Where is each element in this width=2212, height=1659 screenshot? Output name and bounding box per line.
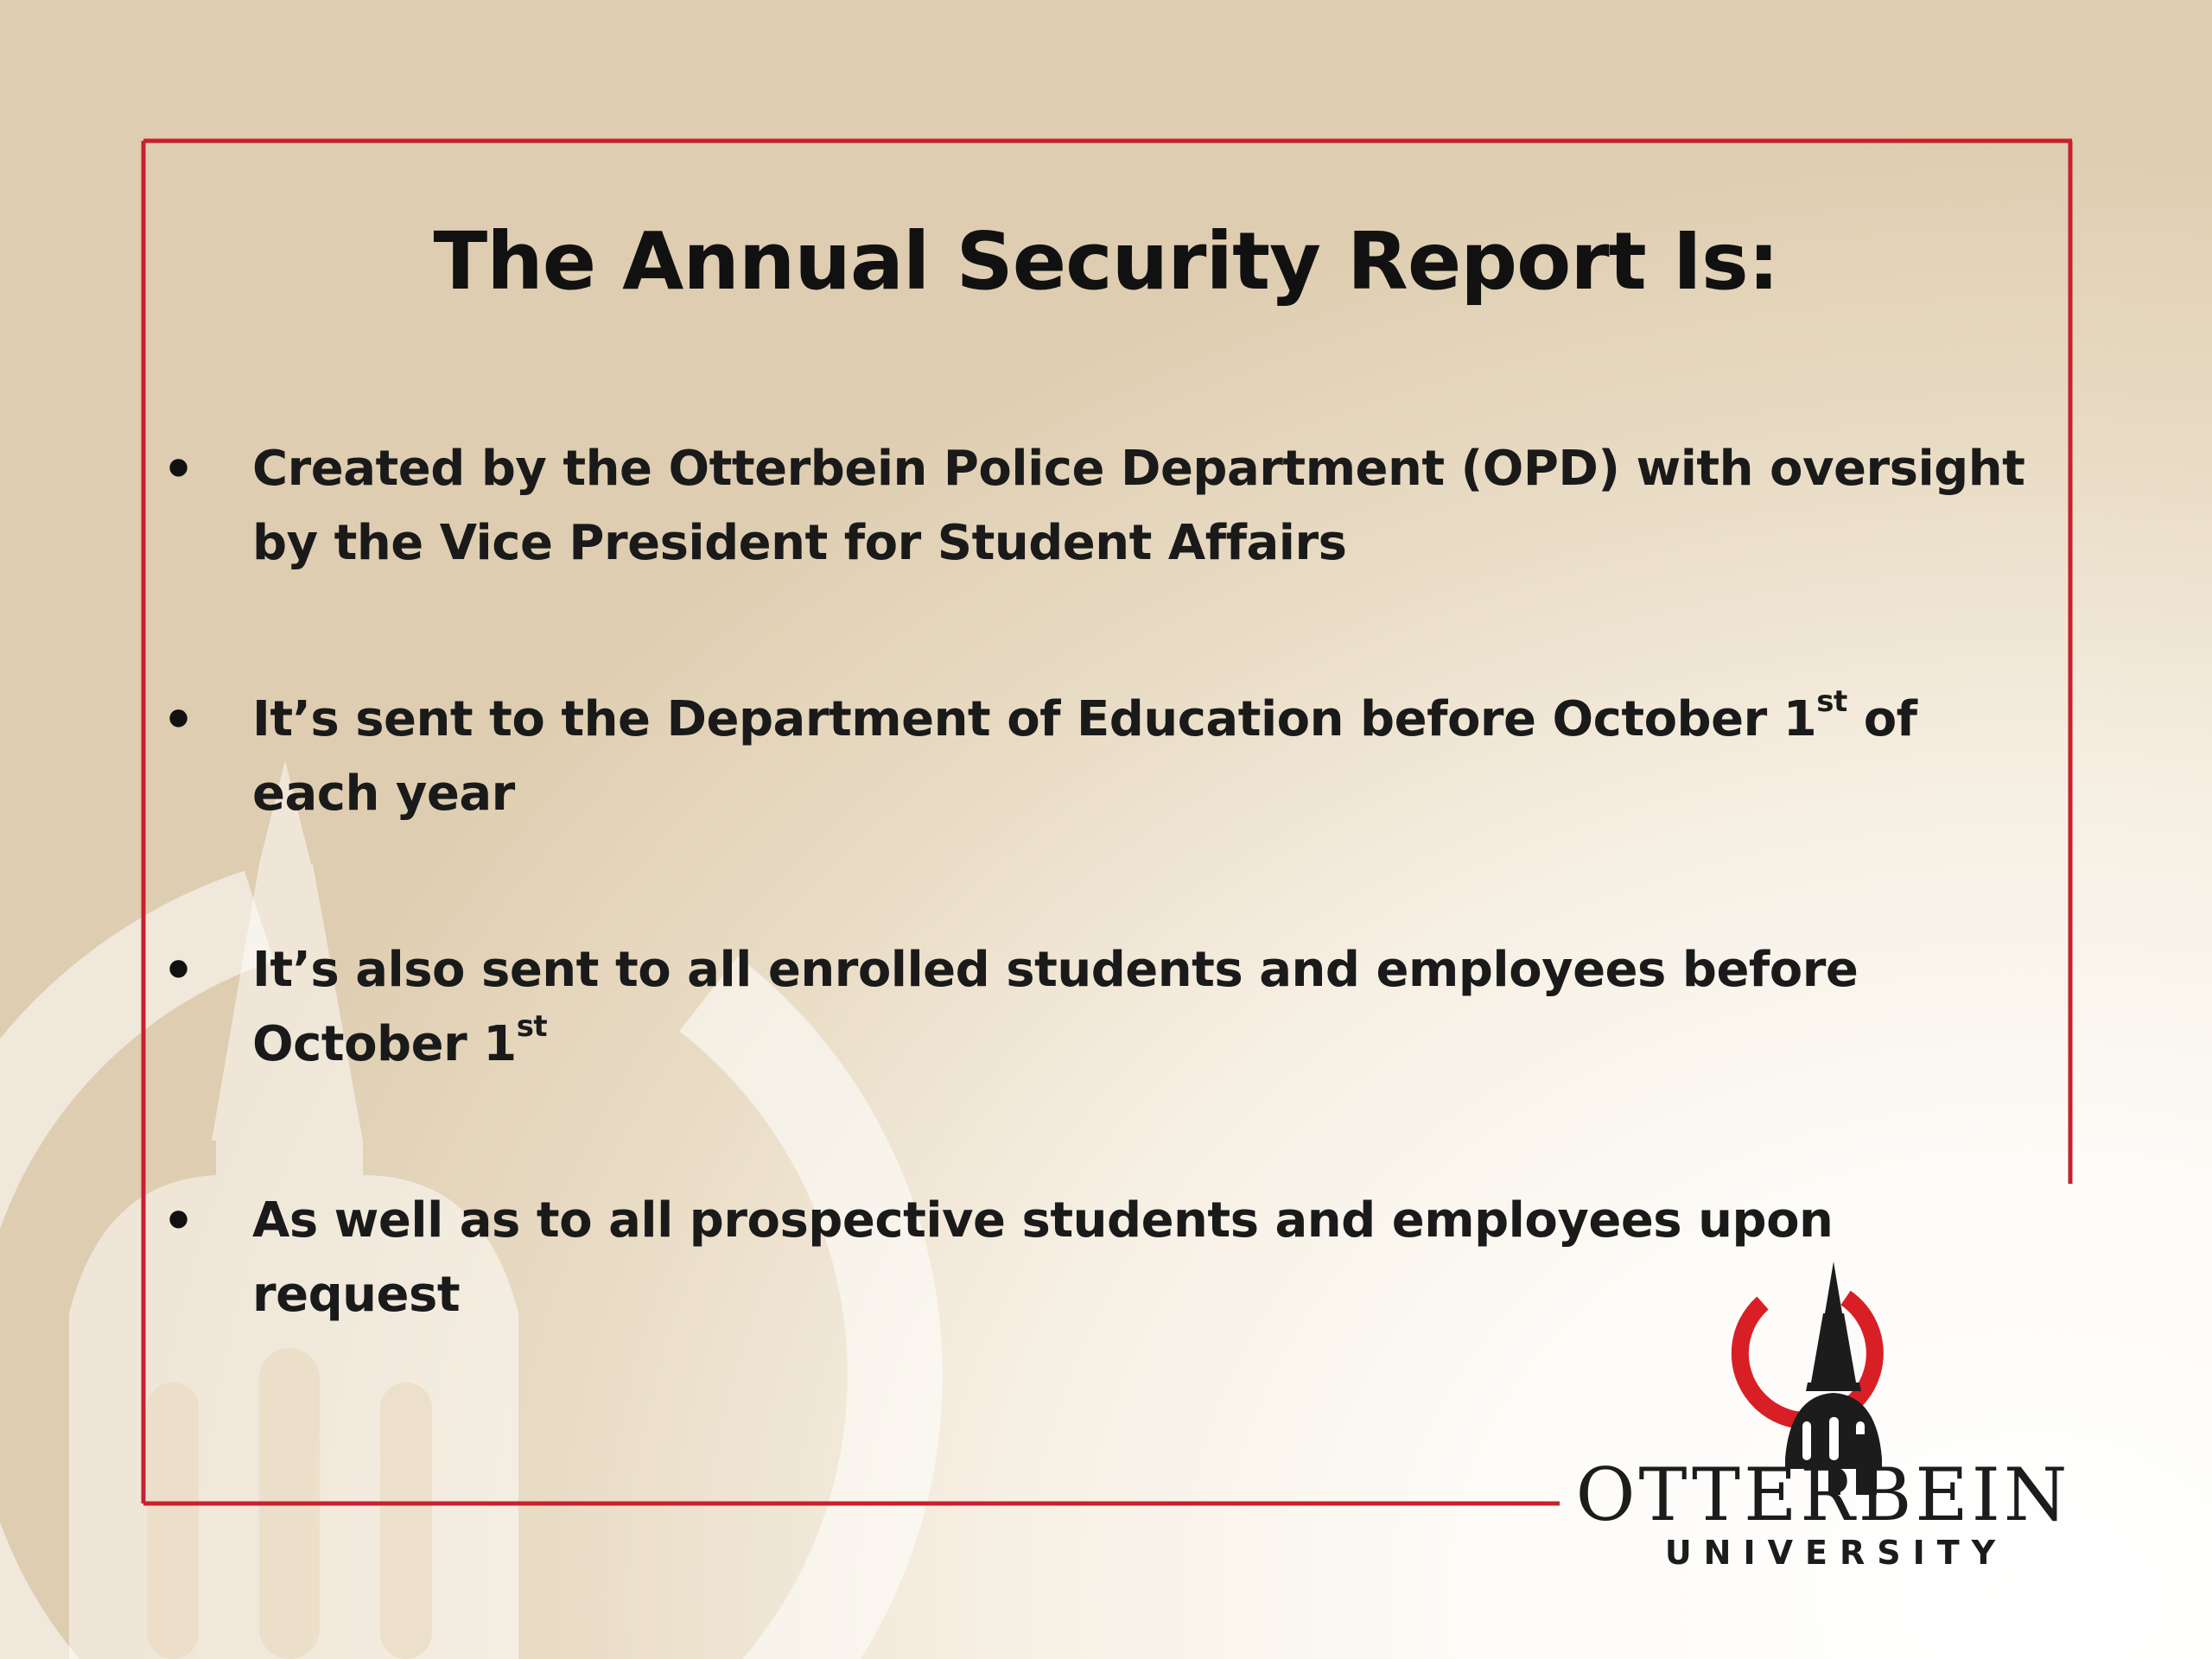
bullet-text-part: It’s sent to the Department of Education before October 1 (252, 691, 1817, 747)
ordinal-suffix: st (1816, 684, 1847, 719)
bullet-marker: • (162, 440, 195, 499)
slide-title: The Annual Security Report Is: (433, 215, 1779, 308)
logo-wordmark: OTTERBEIN (1575, 1452, 2071, 1537)
logo-subtitle: UNIVERSITY (1664, 1534, 2008, 1572)
bullet-text: As well as to all prospective students and employees upon request (252, 1192, 1834, 1323)
bullet-marker: • (162, 1192, 195, 1250)
bullet-marker: • (162, 941, 195, 1000)
bullet-text: Created by the Otterbein Police Department (OPD) with oversight by the Vice President for Student Affairs (252, 441, 2025, 571)
bullet-text (252, 683, 2050, 831)
bullet-marker: • (162, 690, 195, 749)
bullet-text-part: of each year (252, 691, 1917, 822)
bullet-text-part: It’s also sent to all enrolled students and employees before October 1 (252, 942, 1859, 1072)
ordinal-suffix: st (516, 1009, 548, 1044)
bullet-text (252, 933, 2050, 1082)
